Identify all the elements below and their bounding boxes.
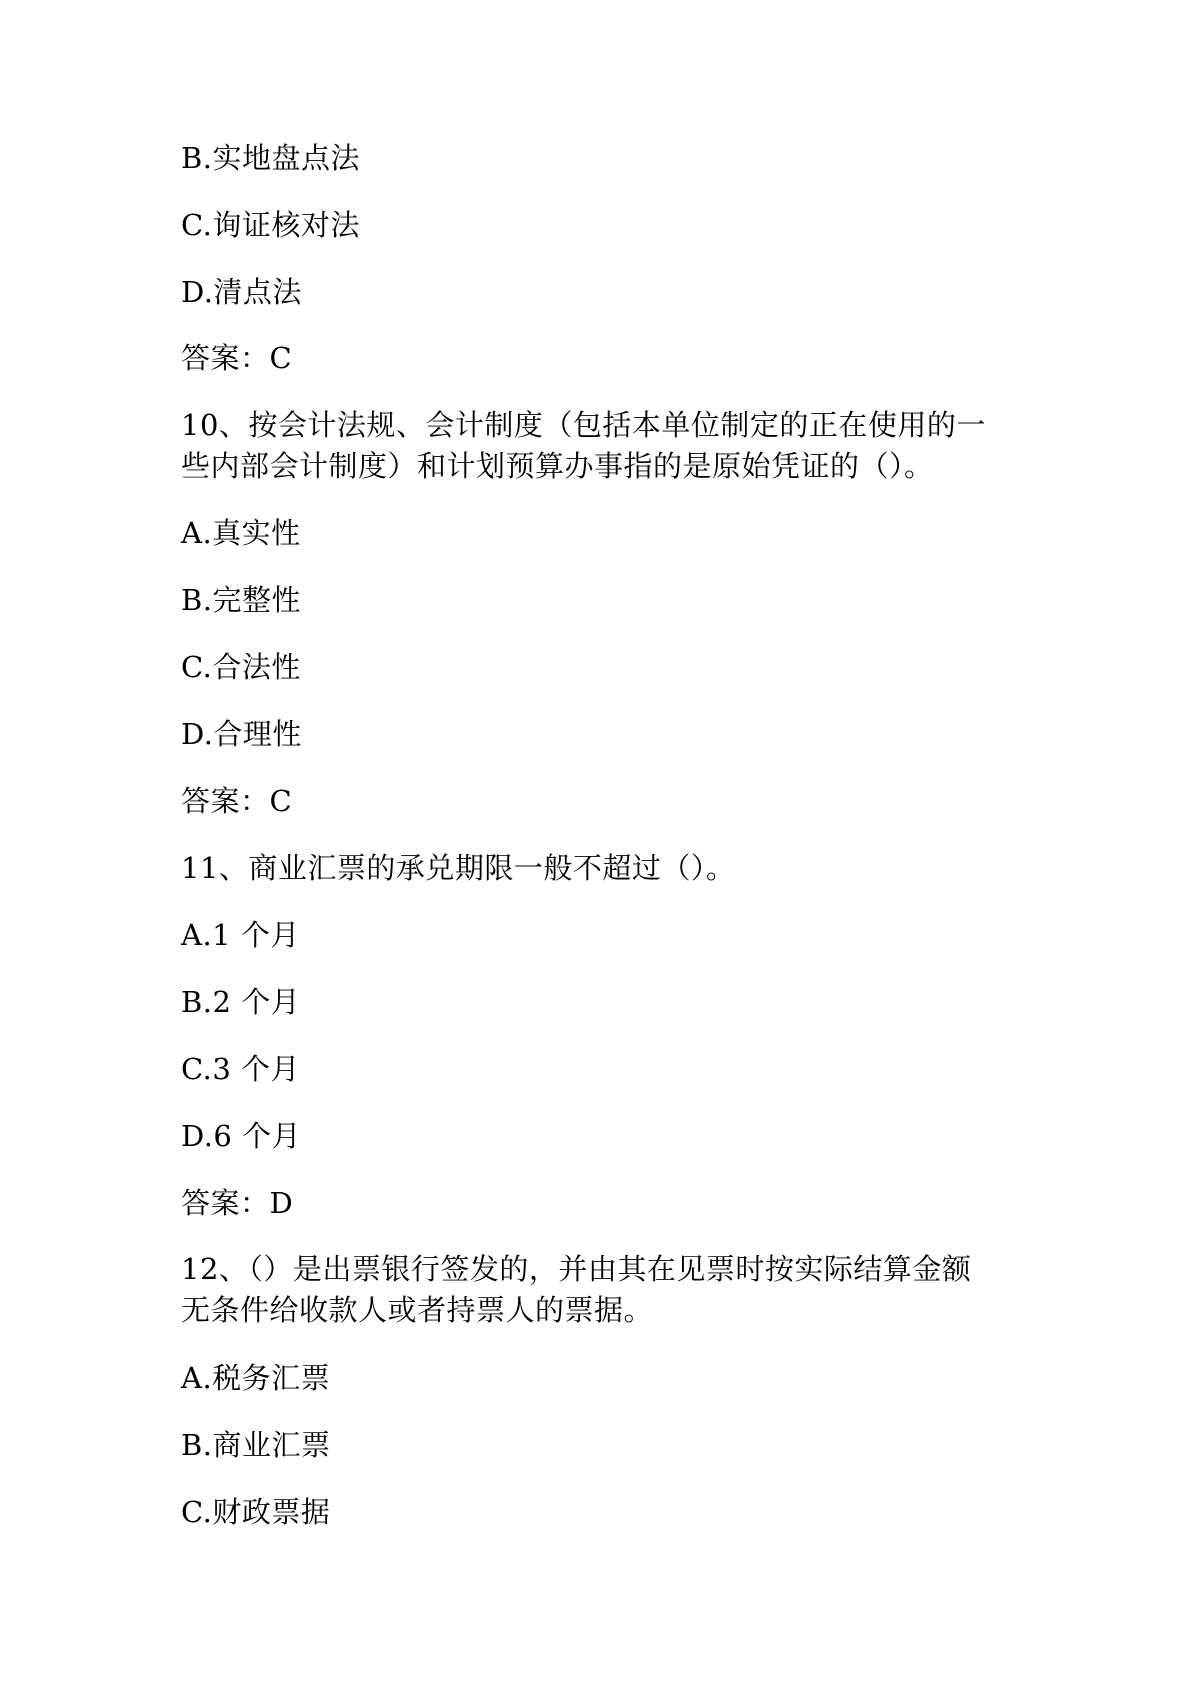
q11-option-a: A.1 个月 (181, 918, 300, 952)
q12-option-a: A.税务汇票 (181, 1361, 331, 1395)
q12-option-b: B.商业汇票 (181, 1428, 331, 1462)
q11-option-c: C.3 个月 (181, 1052, 301, 1086)
q12-stem-line2: 无条件给收款人或者持票人的票据。 (181, 1293, 654, 1327)
q10-stem-line1: 10、按会计法规、会计制度（包括本单位制定的正在使用的一 (181, 408, 986, 442)
q11-stem: 11、商业汇票的承兑期限一般不超过（）。 (181, 851, 736, 885)
q9-option-c: C.询证核对法 (181, 208, 360, 242)
q11-option-b: B.2 个月 (181, 985, 301, 1019)
q9-option-d: D.清点法 (181, 275, 302, 309)
q10-option-b: B.完整性 (181, 583, 302, 617)
q10-option-c: C.合法性 (181, 650, 301, 684)
q9-answer: 答案：C (181, 341, 293, 375)
q10-stem-line2: 些内部会计制度）和计划预算办事指的是原始凭证的（）。 (181, 449, 934, 483)
q11-option-d: D.6 个月 (181, 1119, 302, 1153)
q10-answer: 答案：C (181, 784, 293, 818)
q9-option-b: B.实地盘点法 (181, 141, 361, 175)
q11-answer: 答案：D (181, 1186, 294, 1220)
q10-option-a: A.真实性 (181, 516, 301, 550)
q12-option-c: C.财政票据 (181, 1495, 331, 1529)
q10-option-d: D.合理性 (181, 717, 302, 751)
q12-stem-line1: 12、（）是出票银行签发的，并由其在见票时按实际结算金额 (181, 1252, 972, 1286)
